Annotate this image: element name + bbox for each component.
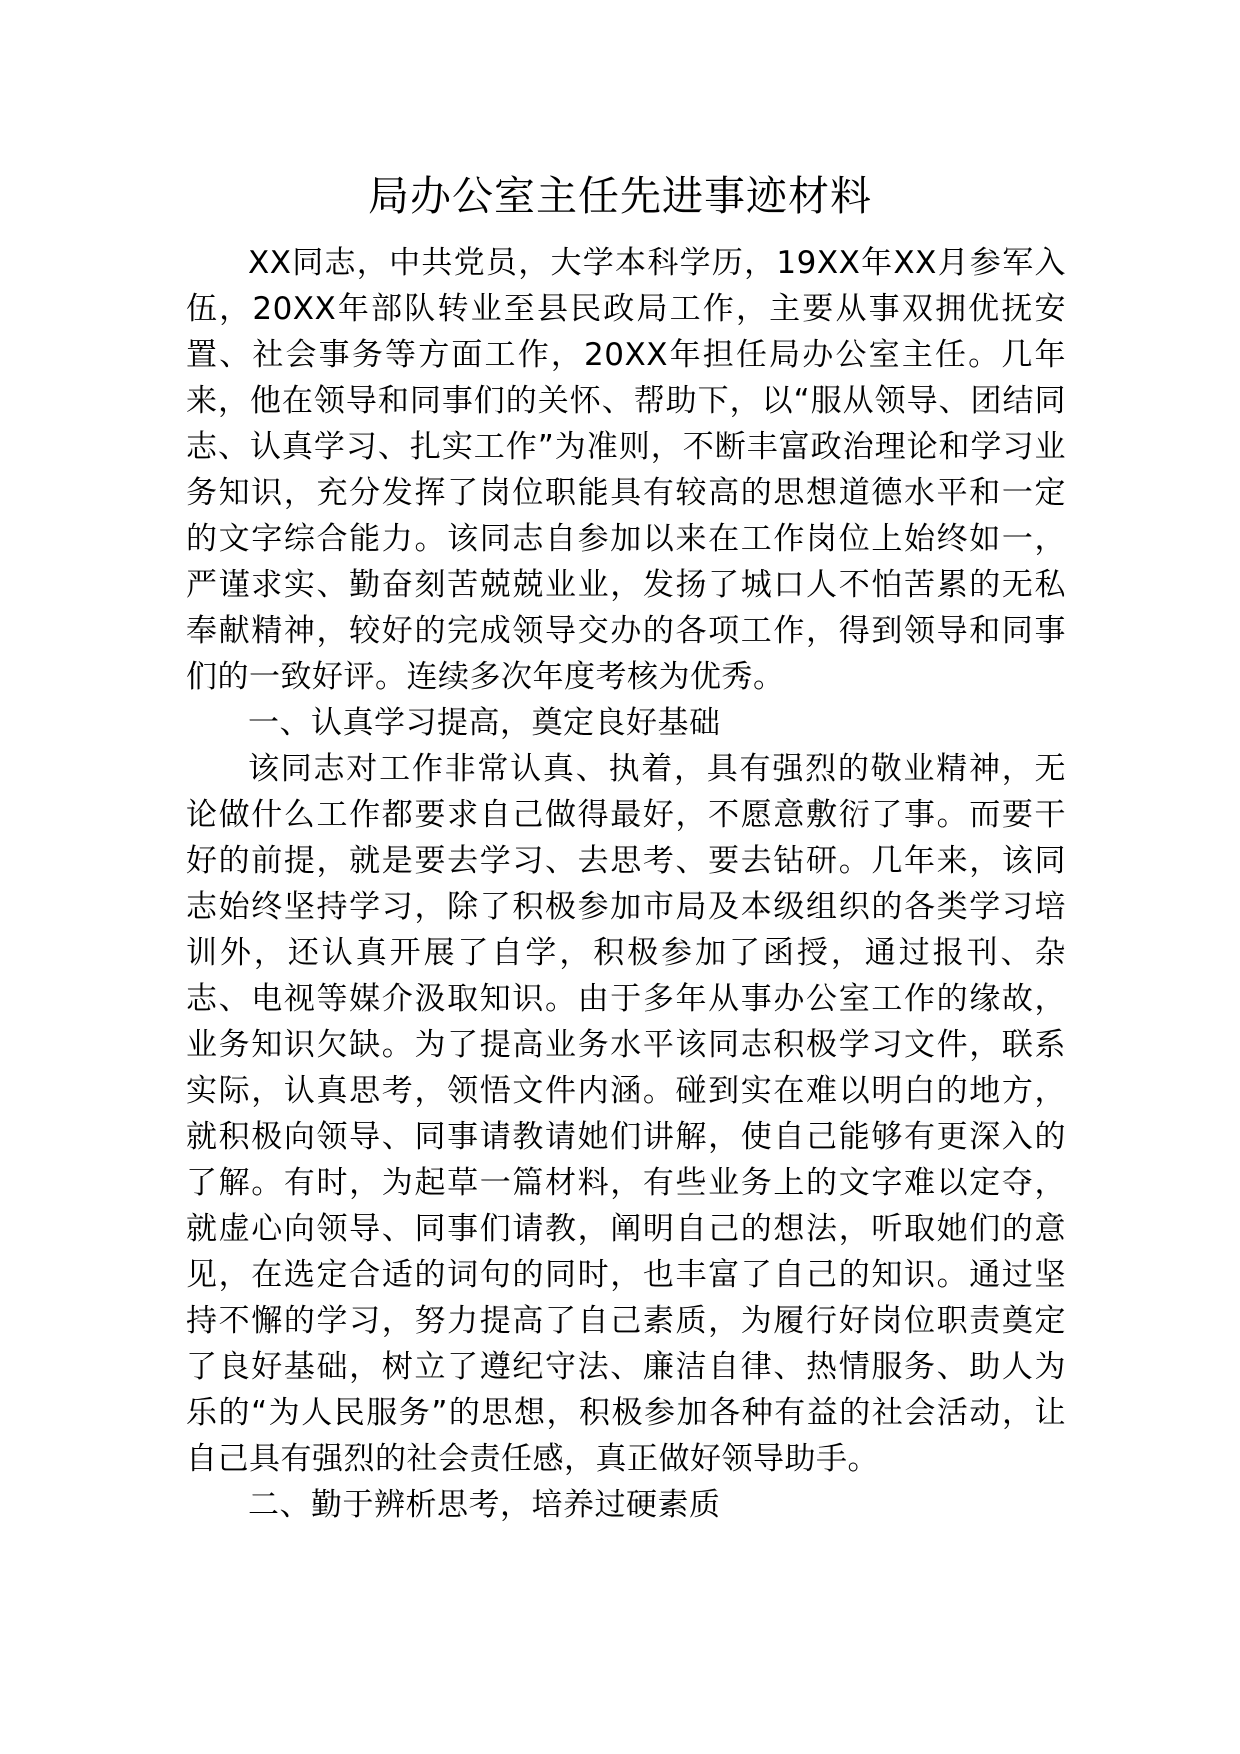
section-1-heading: 一、认真学习提高，奠定良好基础 bbox=[248, 705, 721, 741]
intro-paragraph: XX同志，中共党员，大学本科学历，19XX年XX月参军入伍，20XX年部队转业至县民政局工作，主要从事双拥优抚安置、社会事务等方面工作，20XX年担任局办公室主任。几年来，他在领导和同事们的关怀、帮助下，以“服从领导、团结同志、认真学习、扎实工作”为准则，不断丰富政治理论和学习业务知识，充分发挥了岗位职能具有较高的思想道德水平和一定的文字综合能力。该同志自参加以来在工作岗位上始终如一，严谨求实、勤奋刻苦兢兢业业，发扬了城口人不怕苦累的无私奉献精神，较好的完成领导交办的各项工作，得到领导和同事们的一致好评。连续多次年度考核为优秀。 bbox=[186, 245, 1066, 695]
document-title: 局办公室主任先进事迹材料 bbox=[368, 172, 872, 220]
section-1-paragraph: 该同志对工作非常认真、执着，具有强烈的敬业精神，无论做什么工作都要求自己做得最好，不愿意敷衍了事。而要干好的前提，就是要去学习、去思考、要去钻研。几年来，该同志始终坚持学习，除了积极参加市局及本级组织的各类学习培训外，还认真开展了自学，积极参加了函授，通过报刊、杂志、电视等媒介汲取知识。由于多年从事办公室工作的缘故，业务知识欠缺。为了提高业务水平该同志积极学习文件，联系实际，认真思考，领悟文件内涵。碰到实在难以明白的地方，就积极向领导、同事请教请她们讲解，使自己能够有更深入的了解。有时，为起草一篇材料，有些业务上的文字难以定夺，就虚心向领导、同事们请教，阐明自己的想法，听取她们的意见，在选定合适的词句的同时，也丰富了自己的知识。通过坚持不懈的学习，努力提高了自己素质，为履行好岗位职责奠定了良好基础，树立了遵纪守法、廉洁自律、热情服务、助人为乐的“为人民服务”的思想，积极参加各种有益的社会活动，让自己具有强烈的社会责任感，真正做好领导助手。 bbox=[186, 751, 1066, 1477]
section-2-heading: 二、勤于辨析思考，培养过硬素质 bbox=[248, 1487, 721, 1523]
document-body bbox=[186, 240, 1066, 1528]
